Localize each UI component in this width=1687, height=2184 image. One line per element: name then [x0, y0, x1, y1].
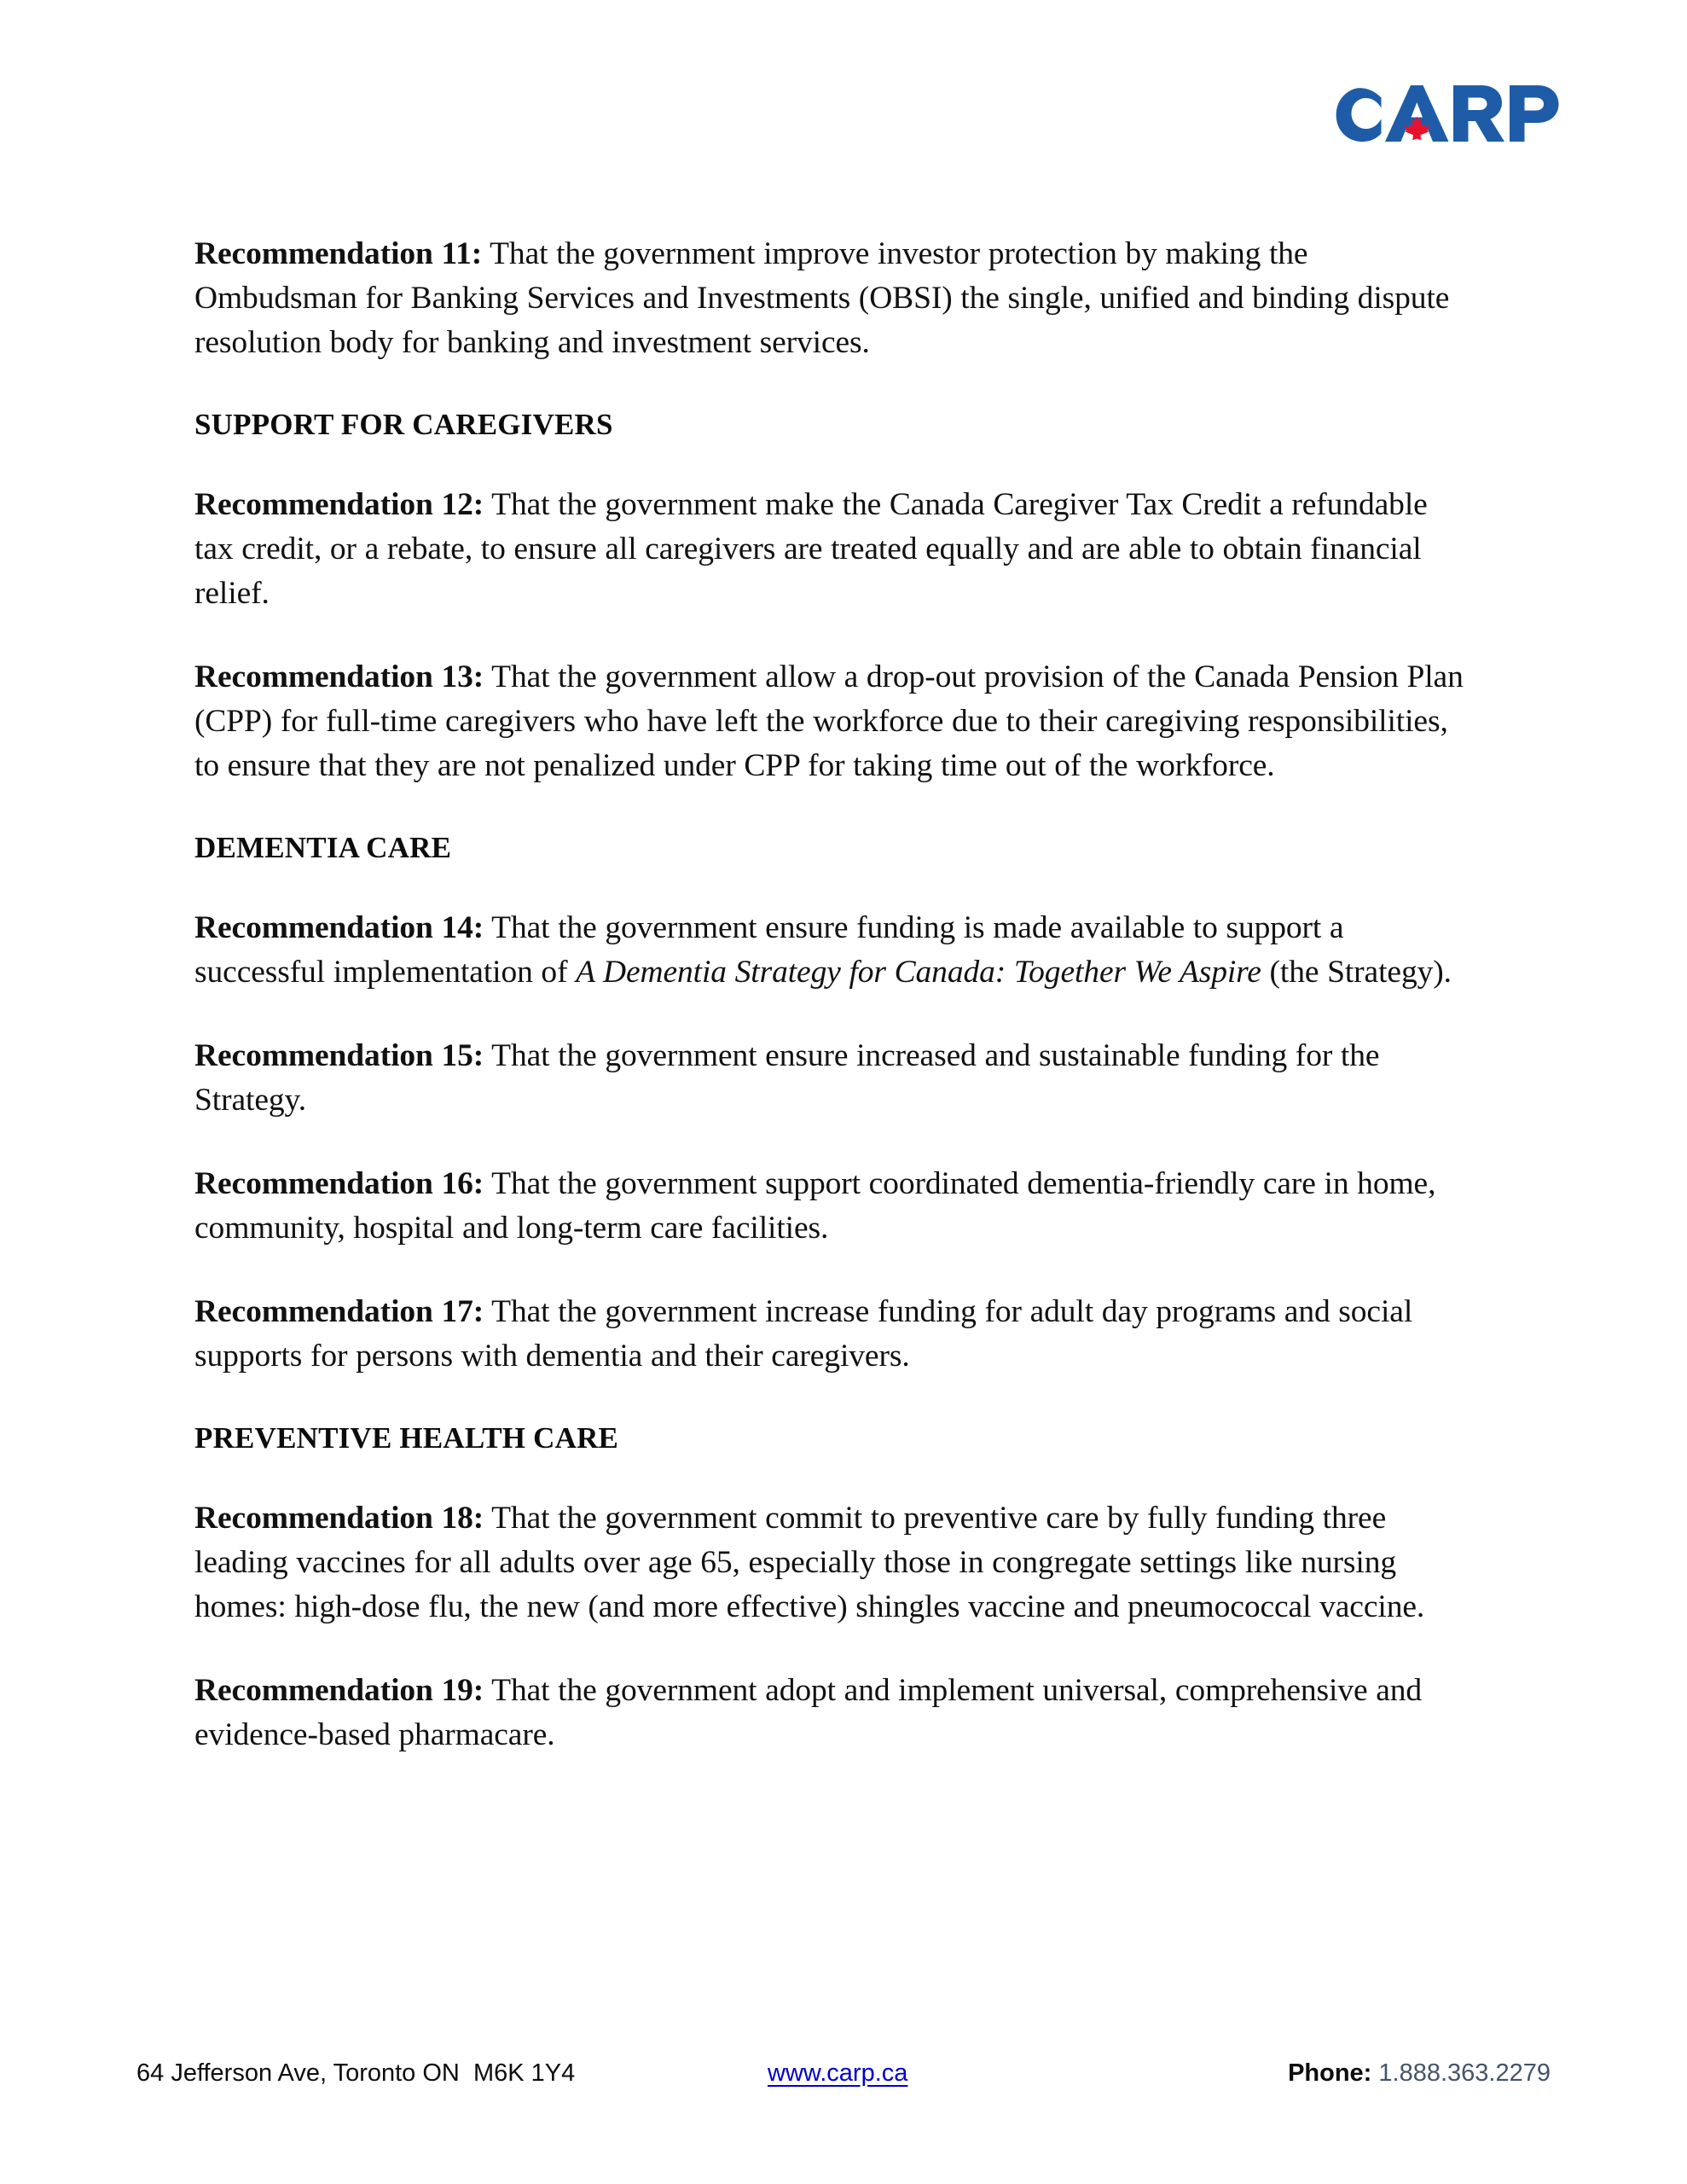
- recommendation-15-lead: Recommendation 15:: [194, 1038, 484, 1073]
- recommendation-19-lead: Recommendation 19:: [194, 1673, 484, 1708]
- recommendation-16-text: That the government support coordinated dementia-friendly care in home, community, hospital and long-term care facilities.: [194, 1166, 1436, 1246]
- recommendation-11-text: That the government improve investor protection by making the Ombudsman for Banking Services and Investments (OBSI) the single, unified and binding dispute resolution body for banking and investment services.: [194, 236, 1450, 360]
- recommendation-18: [194, 1496, 1465, 1629]
- footer-website-link[interactable]: www.carp.ca: [768, 2059, 908, 2087]
- recommendation-17-lead: Recommendation 17:: [194, 1294, 484, 1329]
- page-footer: [136, 2054, 1551, 2092]
- recommendation-13-lead: Recommendation 13:: [194, 659, 484, 694]
- footer-address: 64 Jefferson Ave, Toronto ON M6K 1Y4: [136, 2059, 576, 2087]
- recommendation-12: [194, 483, 1465, 616]
- recommendation-17-text: That the government increase funding for adult day programs and social supports for persons with dementia and their caregivers.: [194, 1294, 1413, 1374]
- recommendation-13-text: That the government allow a drop-out provision of the Canada Pension Plan (CPP) for full-time caregivers who have left the workforce due to their caregiving responsibilities, to ensure that they are not penalized under CPP for taking time out of the workforce.: [194, 659, 1464, 783]
- footer-website-wrap: [768, 2054, 907, 2092]
- recommendation-15-text: That the government ensure increased and sustainable funding for the Strategy.: [194, 1038, 1380, 1118]
- recommendation-13: [194, 655, 1465, 788]
- recommendation-12-lead: Recommendation 12:: [194, 487, 484, 522]
- section-heading-preventive-health-care: PREVENTIVE HEALTH CARE: [194, 1421, 619, 1455]
- carp-wordmark-glyphs: [1336, 85, 1559, 142]
- footer-phone-label: Phone:: [1288, 2059, 1372, 2087]
- page-header: [0, 0, 1687, 213]
- recommendation-14: [194, 906, 1465, 995]
- recommendation-19: [194, 1669, 1465, 1757]
- footer-phone-number: 1.888.363.2279: [1371, 2059, 1551, 2087]
- recommendation-12-text: That the government make the Canada Caregiver Tax Credit a refundable tax credit, or a rebate, to ensure all caregivers are treated equally and are able to obtain financial relief.: [194, 487, 1428, 611]
- recommendation-18-lead: Recommendation 18:: [194, 1501, 484, 1536]
- section-heading-support-for-caregivers: SUPPORT FOR CAREGIVERS: [194, 408, 613, 441]
- section-heading-dementia-care: DEMENTIA CARE: [194, 831, 452, 864]
- carp-logo: [1332, 82, 1561, 143]
- recommendation-11-lead: Recommendation 11:: [194, 236, 483, 271]
- recommendation-14-text-before: That the government ensure funding is made available to support a successful implementation of: [194, 910, 1344, 990]
- recommendation-14-lead: Recommendation 14:: [194, 910, 484, 945]
- recommendation-11: [194, 232, 1465, 365]
- recommendation-16-lead: Recommendation 16:: [194, 1166, 484, 1201]
- recommendation-14-text-after: (the Strategy).: [1261, 955, 1452, 990]
- footer-phone: [1288, 2054, 1551, 2092]
- recommendation-18-text: That the government commit to preventive care by fully funding three leading vaccines for all adults over age 65, especially those in congregate settings like nursing homes: high-dose flu, the new (and more effective) shingles vaccine and pneumococcal vaccine.: [194, 1501, 1425, 1624]
- document-body: [194, 232, 1465, 1797]
- recommendation-17: [194, 1290, 1465, 1379]
- recommendation-16: [194, 1162, 1465, 1251]
- recommendation-19-text: That the government adopt and implement universal, comprehensive and evidence-based pharmacare.: [194, 1673, 1423, 1752]
- recommendation-15: [194, 1034, 1465, 1123]
- recommendation-14-strategy-title: A Dementia Strategy for Canada: Together We Aspire: [576, 955, 1261, 990]
